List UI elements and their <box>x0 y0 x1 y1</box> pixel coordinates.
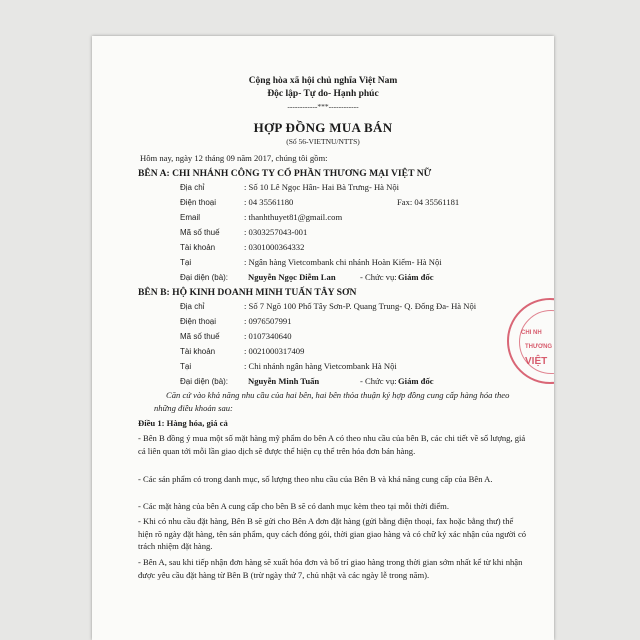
party-b-position-label: - Chức vụ: <box>360 376 397 386</box>
party-b-tax: : 0107340640 <box>244 331 292 341</box>
party-a-account: : 0301000364332 <box>244 242 305 252</box>
intro-text: Hôm nay, ngày 12 tháng 09 năm 2017, chúng tôi gồm: <box>140 153 328 163</box>
party-b-address: : Số 7 Ngõ 100 Phố Tây Sơn-P. Quang Trung- Q. Đống Đa- Hà Nội <box>244 301 477 311</box>
national-title: Cộng hòa xã hội chủ nghĩa Việt Nam <box>248 76 398 86</box>
party-a-bank-label: Tại <box>180 258 192 267</box>
party-b-rep-name: Nguyễn Minh Tuấn <box>248 376 320 386</box>
party-a-email: : thanhthuyet81@gmail.com <box>244 212 343 222</box>
article-1-clause-4: - Khi có nhu cầu đặt hàng, Bên B sẽ gửi cho Bên A đơn đặt hàng (gửi bằng điện thoại, fax hoặc bằng thư) thể hiện rõ ngày đặt hàng, tên sản phẩm, quy cách đóng gói, thời gian giao hàng và có chữ ký xác nhận của người có trách nhiệm đặt hàng. <box>138 516 527 552</box>
party-a-rep-label: Đại diện (bà): <box>180 273 229 282</box>
party-a-address-label: Địa chỉ <box>180 183 205 192</box>
party-b-account-label: Tài khoản <box>180 347 216 356</box>
party-b-bank: : Chi nhánh ngân hàng Vietcombank Hà Nội <box>244 361 397 371</box>
company-stamp: CHI NH THƯƠNG VIỆT <box>507 298 554 384</box>
party-a-tax-label: Mã số thuế <box>180 228 220 237</box>
party-a-fax: Fax: 04 35561181 <box>397 197 460 207</box>
contract-page <box>92 36 554 640</box>
article-1-clause-2: - Các sản phẩm có trong danh mục, số lượng theo nhu cầu của Bên B và khả năng cung cấp của Bên A. <box>138 474 493 484</box>
party-a-account-label: Tài khoản <box>180 243 216 252</box>
party-a-phone-label: Điện thoại <box>180 198 217 207</box>
contract-number: (Số 56-VIETNU/NTTS) <box>286 137 360 146</box>
contract-basis: Căn cứ vào khả năng nhu cầu của hai bên, hai bên thỏa thuận ký hợp đồng cung cấp hàng hóa theo những điều khoản sau: <box>154 390 510 413</box>
party-a-email-label: Email <box>180 213 201 222</box>
contract-title: HỢP ĐỒNG MUA BÁN <box>253 120 393 135</box>
party-b-phone-label: Điện thoại <box>180 317 217 326</box>
party-b-position: Giám đốc <box>398 376 434 386</box>
national-motto: Độc lập- Tự do- Hạnh phúc <box>267 89 379 99</box>
party-a-address: : Số 10 Lê Ngọc Hân- Hai Bà Trưng- Hà Nội <box>244 182 400 192</box>
article-1-clause-5: - Bên A, sau khi tiếp nhận đơn hàng sẽ xuất hóa đơn và bố trí giao hàng trong thời gian sớm nhất kể từ khi nhận được yêu cầu đặt hàng từ Bên B (trừ ngày thứ 7, chủ nhật và các ngày lễ trong năm). <box>138 557 523 580</box>
article-1-clause-3: - Các mặt hàng của bên A cung cấp cho bên B sẽ có danh mục kèm theo tại mỗi thời điểm. <box>138 501 449 511</box>
party-a-phone: : 04 35561180 <box>244 197 294 207</box>
party-b-tax-label: Mã số thuế <box>180 332 220 341</box>
party-a-position: Giám đốc <box>398 272 434 282</box>
party-b-phone: : 0976507991 <box>244 316 292 326</box>
article-1-clause-1: - Bên B đồng ý mua một số mặt hàng mỹ phẩm do bên A có theo nhu cầu của bên B, các chi tiết về số lượng, giá cả liên quan tới mỗi lần giao dịch sẽ được thể hiện cụ thể trên hóa đơn bán hàng. <box>138 433 526 456</box>
party-b-account: : 0021000317409 <box>244 346 305 356</box>
party-b-rep-label: Đại diện (bà): <box>180 377 229 386</box>
party-b-bank-label: Tại <box>180 362 192 371</box>
party-b-heading: BÊN B: HỘ KINH DOANH MINH TUẤN TÂY SƠN <box>138 287 357 298</box>
party-a-bank: : Ngân hàng Vietcombank chi nhánh Hoàn Kiếm- Hà Nội <box>244 257 442 267</box>
header-separator: ------------***------------ <box>287 102 359 111</box>
article-1-heading: Điều 1: Hàng hóa, giá cả <box>138 418 228 428</box>
party-a-position-label: - Chức vụ: <box>360 272 397 282</box>
party-b-address-label: Địa chỉ <box>180 302 205 311</box>
party-a-heading: BÊN A: CHI NHÁNH CÔNG TY CỔ PHẦN THƯƠNG MẠI VIỆT NỮ <box>138 168 432 179</box>
party-a-rep-name: Nguyễn Ngọc Diễm Lan <box>248 272 336 282</box>
party-a-tax: : 0303257043-001 <box>244 227 308 237</box>
